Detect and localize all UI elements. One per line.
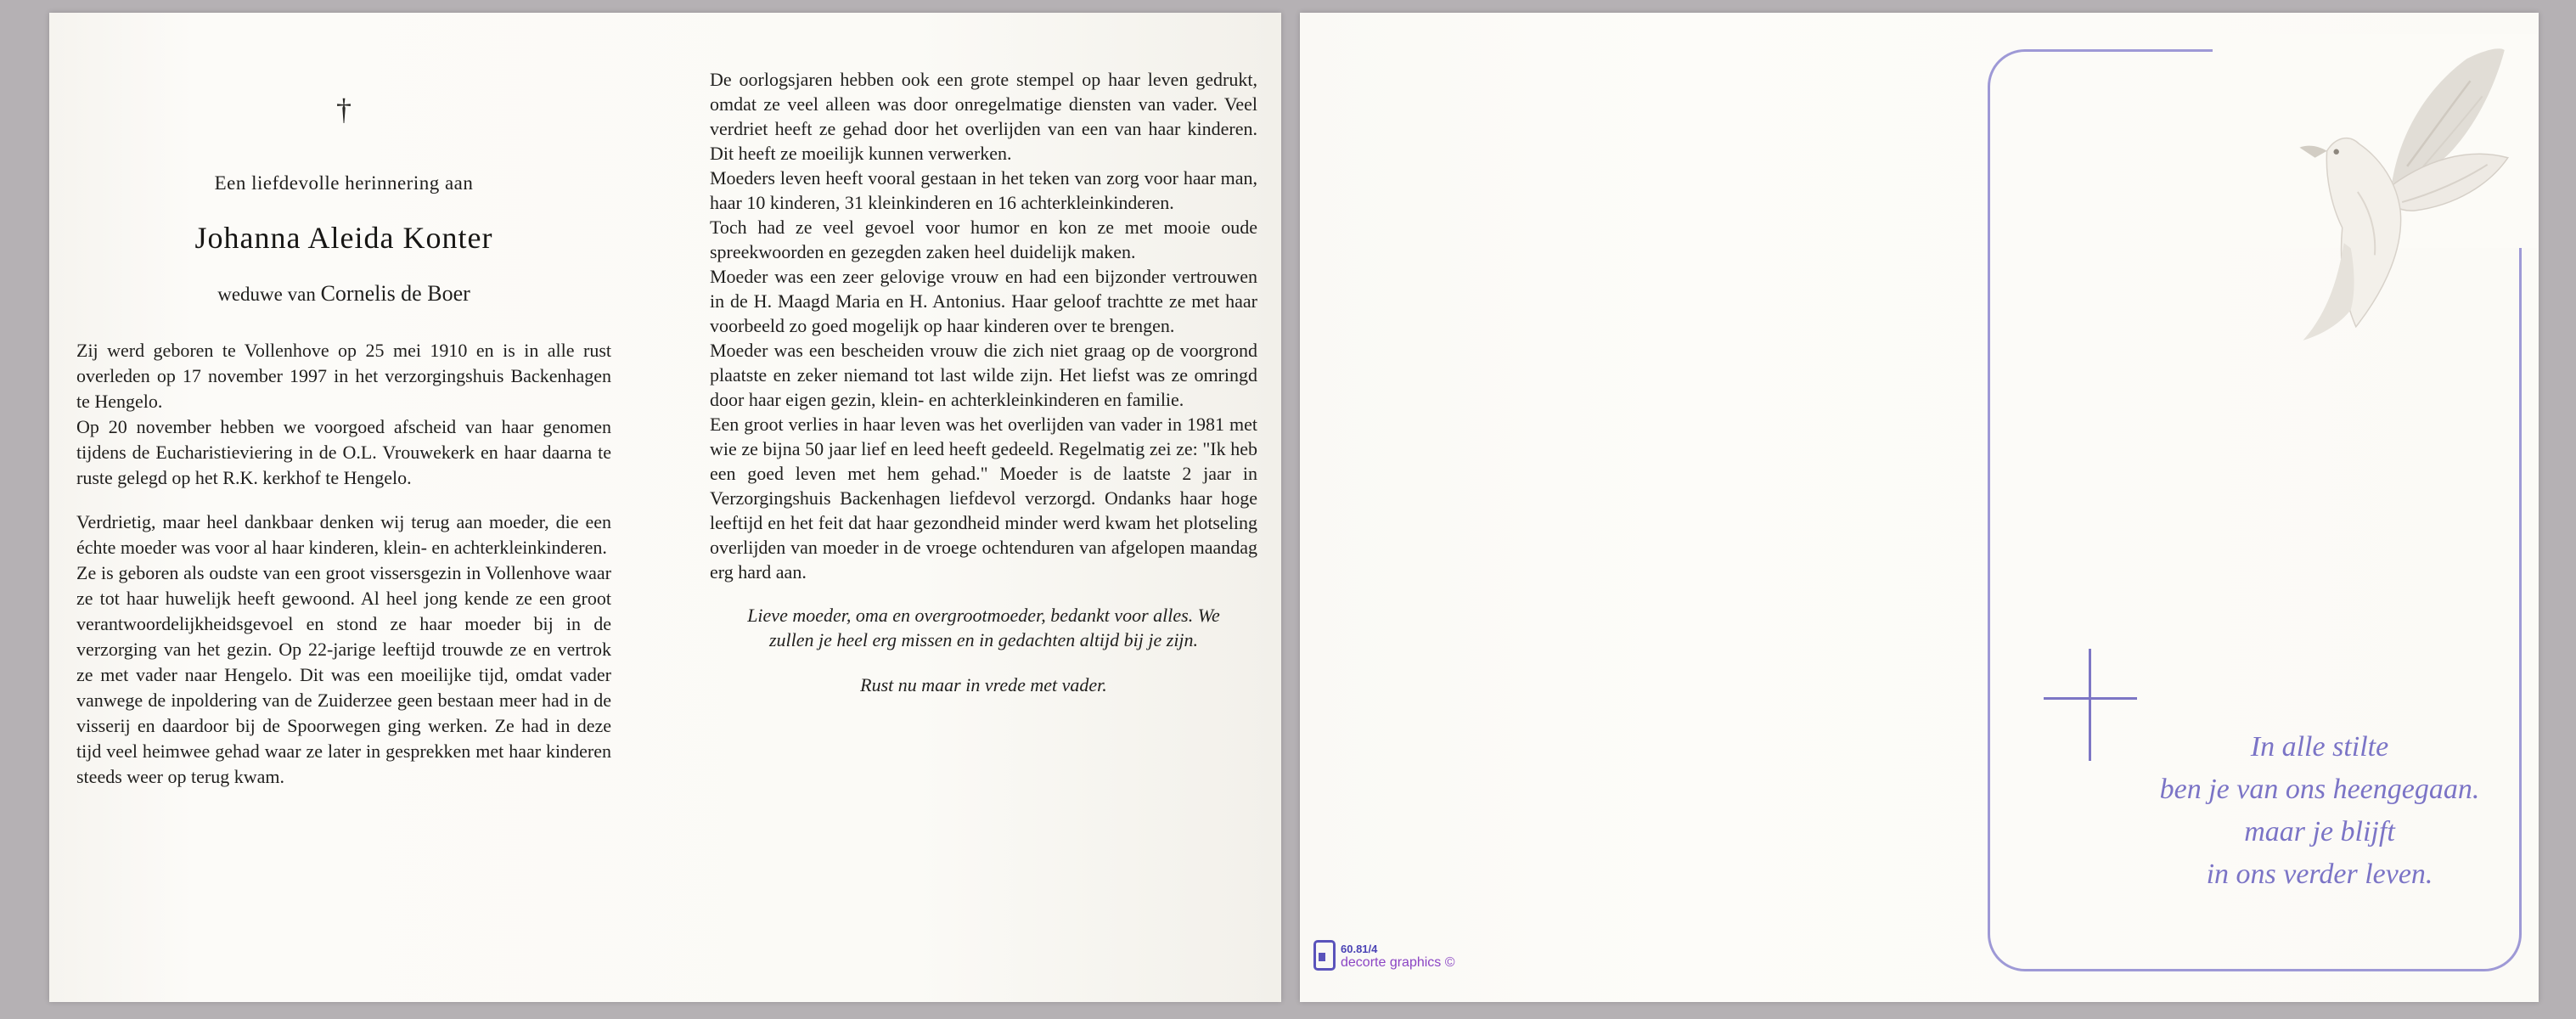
paragraph: Moeder was een bescheiden vrouw die zich niet graag op de voorgrond plaatste en zeker niemand tot last wilde zijn. Het liefst was ze omringd door haar eigen gezin, klein- en achterkleinkinderen en familie. — [710, 340, 1257, 410]
memorial-verse — [2048, 726, 2576, 896]
paragraph: Op 20 november hebben we voorgoed afscheid van haar genomen tijdens de Eucharistieviering in de O.L. Vrouwekerk en haar daarna te ruste gelegd op het R.K. kerkhof te Hengelo. — [76, 416, 611, 488]
closing-message: Lieve moeder, oma en overgrootmoeder, bedankt voor alles. We zullen je heel erg missen en in gedachten altijd bij je zijn. — [747, 605, 1220, 650]
paragraph: Moeder was een zeer gelovige vrouw en had een bijzonder vertrouwen in de H. Maagd Maria en H. Antonius. Haar geloof trachtte ze met haar voorbeeld zo goed mogelijk op haar kinderen over te brengen. — [710, 266, 1257, 336]
paragraph: Een groot verlies in haar leven was het overlijden van vader in 1981 met wie ze bijna 50 jaar lief en leed heeft gedeeld. Regelmatig zei ze: "Ik heb een goed leven met hem gehad." Moeder is de laatste 2 jaar in Verzorgingshuis Backenhagen liefdevol verzorgd. Ondanks haar hoge leeftijd en het feit dat haar gezondheid minder werd kwam het plotseling overlijden van moeder in de vroege ochtenduren van afgelopen maandag erg hard aan. — [710, 414, 1257, 583]
printer-mark-code: 60.81/4 — [1341, 943, 1378, 956]
paragraph: Ze is geboren als oudste van een groot vissersgezin in Vollenhove waar ze tot haar huwelijk heeft gewoond. Al heel jong kende ze een groot verantwoordelijkheidsgevoel en stond ze haar moeder bij in de verzorging van het gezin. Op 22-jarige leeftijd trouwde ze en vertrok ze met vader naar Hengelo. Dit was een moeilijke tijd, omdat vader vanwege de inpoldering van de Zuiderzee geen bestaan meer had in de visserij en daardoor bij de Spoorwegen ging werken. Ze had in deze tijd veel heimwee gehad waar ze later in gesprekken met haar kinderen steeds weer op terug kwam. — [76, 562, 611, 787]
printer-logo-icon — [1313, 940, 1336, 971]
closing-line: Rust nu maar in vrede met vader. — [860, 674, 1107, 695]
verse-line: in ons verder leven. — [2206, 859, 2433, 890]
widow-prefix: weduwe van — [217, 284, 316, 305]
front-left-column — [76, 91, 611, 790]
printer-mark — [1313, 940, 1455, 971]
cross-horizontal-bar — [2044, 697, 2137, 700]
widow-line — [76, 281, 611, 307]
dagger-cross-symbol: † — [336, 93, 352, 127]
memorial-card-inside — [49, 13, 1281, 1002]
verse-line: In alle stilte — [2250, 731, 2389, 763]
paragraph: Moeders leven heeft vooral gestaan in het teken van zorg voor haar man, haar 10 kinderen, 31 kleinkinderen en 16 achterkleinkinderen. — [710, 167, 1257, 213]
verse-line: maar je blijft — [2244, 816, 2395, 847]
deceased-name: Johanna Aleida Konter — [194, 221, 493, 255]
husband-name: Cornelis de Boer — [320, 281, 470, 306]
front-right-column — [710, 67, 1257, 716]
memorial-card-cover — [1300, 13, 2539, 1002]
verse-line: ben je van ons heengegaan. — [2159, 774, 2480, 805]
intro-line: Een liefdevolle herinnering aan — [214, 172, 474, 194]
paragraph: De oorlogsjaren hebben ook een grote stempel op haar leven gedrukt, omdat ze veel alleen was door onregelmatige diensten van vader. Veel verdriet heeft ze gehad door het overlijden van een van haar kinderen. Dit heeft ze moeilijk kunnen verwerken. — [710, 69, 1257, 164]
dove-illustration — [2255, 38, 2511, 354]
paragraph: Verdrietig, maar heel dankbaar denken wij terug aan moeder, die een échte moeder was voor al haar kinderen, klein- en achterkleinkinderen. — [76, 511, 611, 558]
paragraph: Zij werd geboren te Vollenhove op 25 mei 1910 en is in alle rust overleden op 17 november 1997 in het verzorgingshuis Backenhagen te Hengelo. — [76, 340, 611, 412]
printer-mark-name: decorte graphics © — [1341, 955, 1455, 971]
paragraph: Toch had ze veel gevoel voor humor en kon ze met mooie oude spreekwoorden en gezegden zaken heel duidelijk maken. — [710, 217, 1257, 262]
